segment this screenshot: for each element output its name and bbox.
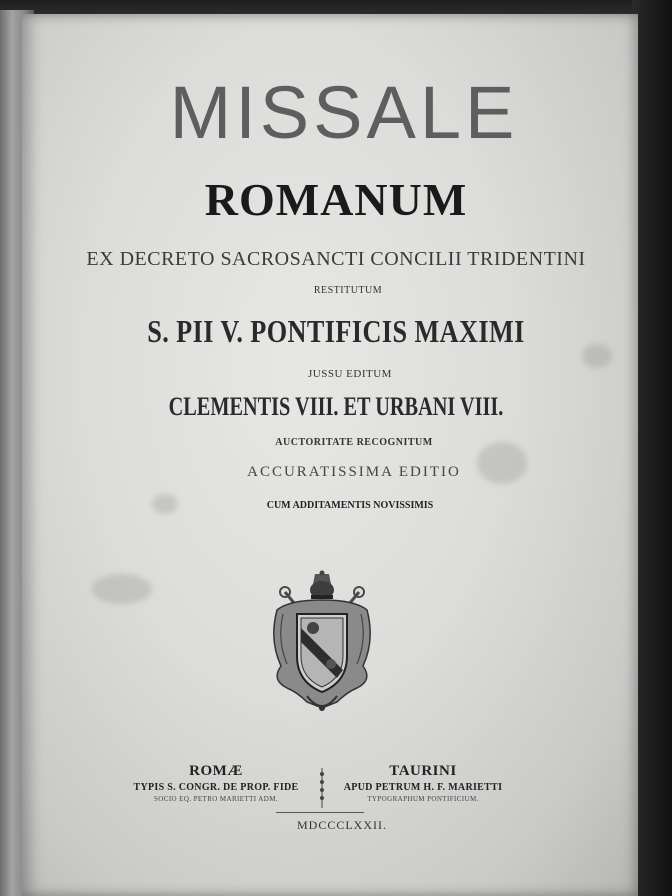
jussu-line: JUSSU EDITUM xyxy=(308,368,392,380)
imprint-rome-associate: SOCIO EQ. PETRO MARIETTI ADM. xyxy=(154,795,278,803)
accuratissima-line: ACCURATISSIMA EDITIO xyxy=(247,464,461,480)
imprint-rome-printer: TYPIS S. CONGR. DE PROP. FIDE xyxy=(133,782,299,793)
book-title: MISSALE xyxy=(169,71,519,154)
auctoritate-line: AUCTORITATE RECOGNITUM xyxy=(275,437,433,448)
book-subtitle: ROMANUM xyxy=(204,174,468,225)
cum-additamentis-line: CUM ADDITAMENTIS NOVISSIMIS xyxy=(266,500,434,511)
imprint-turin xyxy=(334,763,512,803)
stain xyxy=(92,574,152,604)
papal-coat-of-arms-icon xyxy=(267,570,377,716)
pius-line: S. PII V. PONTIFICIS MAXIMI xyxy=(147,313,525,349)
ex-decreto-line: EX DECRETO SACROSANCTI CONCILII TRIDENTINI xyxy=(86,248,586,270)
imprint-turin-city: TAURINI xyxy=(389,763,457,779)
year-rule xyxy=(276,812,364,813)
imprint-divider-ornament xyxy=(318,768,326,808)
imprint-turin-role: TYPOGRAPHUM PONTIFICIUM. xyxy=(367,795,479,803)
restitutum-line: RESTITUTUM xyxy=(313,285,383,296)
imprint-turin-publisher: APUD PETRUM H. F. MARIETTI xyxy=(343,782,503,793)
clementis-line: CLEMENTIS VIII. ET URBANI VIII. xyxy=(168,392,504,421)
imprint-rome xyxy=(128,763,304,803)
publication-year: MDCCCLXXII. xyxy=(296,818,387,832)
imprint-rome-city: ROMÆ xyxy=(189,763,243,779)
